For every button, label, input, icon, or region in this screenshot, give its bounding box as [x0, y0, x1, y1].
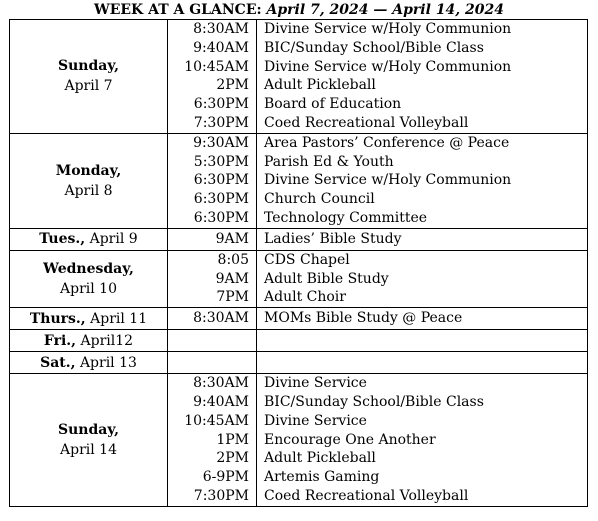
- times-cell: [168, 330, 257, 352]
- times-cell: [168, 20, 257, 134]
- header-label: WEEK AT A GLANCE:: [93, 2, 262, 18]
- event-title: BIC/Sunday School/Bible Class: [264, 39, 484, 56]
- events-cell: [257, 133, 588, 228]
- times-cell: [168, 308, 257, 330]
- day-date: April 9: [89, 231, 138, 248]
- day-date: April 8: [64, 182, 113, 199]
- event-time: 6:30PM: [193, 209, 249, 226]
- day-cell: [10, 352, 168, 374]
- event-time: 10:45AM: [184, 412, 249, 429]
- day-date: April 14: [60, 441, 117, 458]
- event-time: 7:30PM: [193, 487, 249, 504]
- times-cell: [168, 374, 257, 507]
- event-title: Adult Bible Study: [264, 270, 389, 287]
- event-title: Coed Recreational Volleyball: [264, 114, 469, 131]
- event-title: Board of Education: [264, 96, 402, 113]
- event-title: Ladies’ Bible Study: [264, 230, 402, 247]
- day-row: [10, 330, 588, 352]
- day-cell: [10, 228, 168, 250]
- event-title: Coed Recreational Volleyball: [264, 487, 469, 504]
- event-time: 2PM: [216, 450, 249, 467]
- header-separator: —: [373, 2, 388, 18]
- day-name: Thurs.,: [29, 310, 86, 327]
- event-title: Adult Choir: [264, 289, 346, 306]
- day-name: Tues.,: [39, 231, 86, 248]
- event-time: 9AM: [215, 270, 249, 287]
- day-name: Sunday,: [58, 58, 119, 75]
- event-title: Divine Service: [264, 412, 367, 429]
- event-time: 7:30PM: [193, 114, 249, 131]
- times-cell: [168, 228, 257, 250]
- event-title: CDS Chapel: [264, 251, 350, 268]
- event-title: MOMs Bible Study @ Peace: [264, 310, 463, 327]
- event-time: 5:30PM: [193, 153, 249, 170]
- event-time: 6:30PM: [193, 172, 249, 189]
- event-time: 9AM: [215, 230, 249, 247]
- event-title: Divine Service w/Holy Communion: [264, 172, 512, 189]
- event-time: 6:30PM: [193, 191, 249, 208]
- event-time: 8:30AM: [193, 21, 249, 37]
- day-date: April 10: [60, 280, 117, 297]
- day-cell: [10, 250, 168, 307]
- event-title: Adult Pickleball: [264, 77, 376, 94]
- event-time: 1PM: [216, 431, 249, 448]
- event-title: Technology Committee: [264, 209, 428, 226]
- event-time: 8:05: [217, 251, 249, 268]
- events-cell: [257, 308, 588, 330]
- event-time: 6-9PM: [202, 469, 249, 486]
- day-name: Fri.,: [43, 332, 77, 349]
- events-cell: [257, 330, 588, 352]
- event-title: Divine Service w/Holy Communion: [264, 21, 512, 37]
- day-cell: [10, 133, 168, 228]
- event-time: 8:30AM: [193, 375, 249, 392]
- day-row: [10, 374, 588, 507]
- events-cell: [257, 250, 588, 307]
- events-cell: [257, 374, 588, 507]
- day-cell: [10, 20, 168, 134]
- day-cell: [10, 308, 168, 330]
- event-title: Divine Service: [264, 375, 367, 392]
- day-name: Monday,: [55, 162, 122, 179]
- schedule-header: [0, 1, 598, 19]
- times-cell: [168, 250, 257, 307]
- day-name: Wednesday,: [43, 260, 134, 277]
- event-title: Church Council: [264, 191, 375, 208]
- event-time: 8:30AM: [193, 310, 249, 327]
- header-start-date: April 7, 2024: [266, 2, 369, 18]
- event-time: 10:45AM: [184, 58, 249, 75]
- day-cell: [10, 374, 168, 507]
- weekly-schedule-table: [9, 19, 588, 507]
- day-row: [10, 308, 588, 330]
- event-time: 9:30AM: [193, 134, 249, 151]
- day-row: [10, 133, 588, 228]
- event-title: Encourage One Another: [264, 431, 436, 448]
- event-title: Artemis Gaming: [264, 469, 380, 486]
- events-cell: [257, 352, 588, 374]
- event-time: 7PM: [216, 289, 249, 306]
- event-title: Area Pastors’ Conference @ Peace: [264, 134, 510, 151]
- day-row: [10, 20, 588, 134]
- day-date: April12: [80, 332, 134, 349]
- event-time: 9:40AM: [193, 393, 249, 410]
- times-cell: [168, 352, 257, 374]
- day-row: [10, 250, 588, 307]
- event-time: 6:30PM: [193, 96, 249, 113]
- day-name: Sunday,: [58, 421, 119, 438]
- event-title: BIC/Sunday School/Bible Class: [264, 393, 484, 410]
- day-date: April 13: [79, 354, 137, 371]
- event-time: 2PM: [216, 77, 249, 94]
- day-name: Sat.,: [40, 354, 76, 371]
- event-title: Adult Pickleball: [264, 450, 376, 467]
- events-cell: [257, 228, 588, 250]
- event-title: Parish Ed & Youth: [264, 153, 394, 170]
- day-row: [10, 228, 588, 250]
- day-date: April 11: [90, 310, 148, 327]
- day-row: [10, 352, 588, 374]
- event-title: Divine Service w/Holy Communion: [264, 58, 512, 75]
- day-cell: [10, 330, 168, 352]
- day-date: April 7: [64, 78, 113, 95]
- event-time: 9:40AM: [193, 39, 249, 56]
- header-end-date: April 14, 2024: [392, 2, 505, 18]
- events-cell: [257, 20, 588, 134]
- times-cell: [168, 133, 257, 228]
